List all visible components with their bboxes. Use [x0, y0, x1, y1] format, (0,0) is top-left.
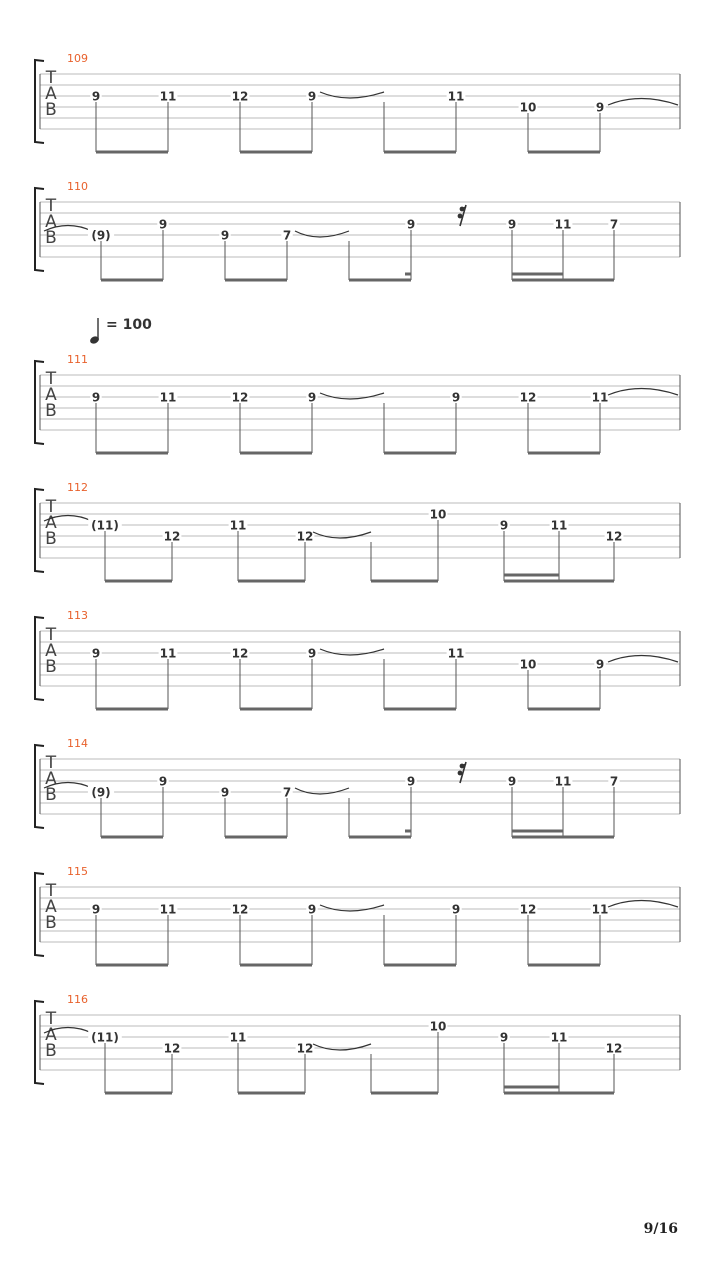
measure-number: 113	[67, 609, 88, 622]
tab-clef-letter: A	[45, 513, 57, 533]
measure-number: 116	[67, 993, 88, 1006]
fret-number: 7	[609, 774, 619, 789]
tab-clef-letter: B	[45, 1041, 57, 1061]
tie-arc	[608, 901, 678, 908]
fret-number: 12	[163, 529, 181, 544]
fret-number: 9	[158, 217, 168, 232]
tie-arc	[320, 649, 384, 655]
tab-system	[35, 481, 680, 581]
fret-number: 11	[159, 89, 177, 104]
tab-clef-letter: T	[45, 497, 57, 517]
fret-number: 12	[163, 1041, 181, 1056]
fret-number: 12	[519, 390, 537, 405]
fret-number: 9	[91, 390, 101, 405]
tie-arc	[313, 1044, 371, 1050]
fret-number: 12	[605, 1041, 623, 1056]
fret-number: 11	[229, 1030, 247, 1045]
measure-number: 109	[67, 52, 88, 65]
fret-number: 12	[296, 1041, 314, 1056]
fret-number: 11	[554, 217, 572, 232]
tab-clef-letter: B	[45, 228, 57, 248]
fret-number: 10	[519, 657, 537, 672]
fret-number: 11	[550, 1030, 568, 1045]
tab-clef-letter: A	[45, 84, 57, 104]
measure-number: 114	[67, 737, 88, 750]
fret-number: 12	[231, 646, 249, 661]
tab-clef-letter: T	[45, 196, 57, 216]
tab-clef-letter: B	[45, 657, 57, 677]
fret-number: 9	[507, 217, 517, 232]
fret-number: 9	[507, 774, 517, 789]
fret-number: 12	[231, 902, 249, 917]
fret-number: 11	[447, 89, 465, 104]
fret-number: 7	[609, 217, 619, 232]
tie-arc	[608, 99, 678, 106]
measure-number: 112	[67, 481, 88, 494]
tab-clef-letter: A	[45, 641, 57, 661]
fret-number: 9	[220, 228, 230, 243]
fret-number: 9	[307, 902, 317, 917]
fret-number: 12	[605, 529, 623, 544]
tie-arc	[608, 389, 678, 396]
fret-number: 9	[158, 774, 168, 789]
fret-number: 11	[447, 646, 465, 661]
tab-system	[35, 52, 680, 152]
tie-arc	[313, 532, 371, 538]
fret-number: 11	[159, 902, 177, 917]
tab-clef-letter: T	[45, 881, 57, 901]
fret-number: 12	[231, 390, 249, 405]
measure-number: 111	[67, 353, 88, 366]
tempo-text: = 100	[106, 317, 152, 333]
fret-number: 7	[282, 228, 292, 243]
fret-number: 11	[554, 774, 572, 789]
tie-arc	[320, 393, 384, 399]
fret-number: 9	[307, 89, 317, 104]
measure-number: 115	[67, 865, 88, 878]
tab-system	[35, 865, 680, 965]
tab-system	[35, 353, 680, 453]
fret-number: 9	[220, 785, 230, 800]
fret-number: 9	[499, 518, 509, 533]
tie-arc	[320, 92, 384, 98]
fret-number: 11	[159, 390, 177, 405]
fret-number: 9	[91, 89, 101, 104]
tab-clef-letter: B	[45, 401, 57, 421]
tab-clef-letter: B	[45, 529, 57, 549]
sixteenth-rest-icon	[458, 205, 466, 226]
fret-number: 9	[91, 902, 101, 917]
fret-number: 9	[307, 646, 317, 661]
tab-clef-letter: B	[45, 785, 57, 805]
fret-number: 9	[595, 100, 605, 115]
measure-number: 110	[67, 180, 88, 193]
tie-arc	[608, 656, 678, 663]
sixteenth-rest-icon	[458, 762, 466, 783]
fret-number: 9	[451, 902, 461, 917]
fret-number: 10	[429, 1019, 447, 1034]
fret-number: (11)	[91, 518, 119, 533]
tab-system	[35, 609, 680, 709]
fret-number: 11	[550, 518, 568, 533]
tab-clef-letter: A	[45, 769, 57, 789]
tab-clef-letter: T	[45, 753, 57, 773]
fret-number: 12	[231, 89, 249, 104]
tab-clef-letter: B	[45, 913, 57, 933]
tab-clef-letter: T	[45, 625, 57, 645]
tab-clef-letter: B	[45, 100, 57, 120]
fret-number: 10	[429, 507, 447, 522]
fret-number: 11	[591, 902, 609, 917]
tab-clef-letter: A	[45, 897, 57, 917]
quarter-note-icon	[86, 314, 104, 346]
tab-system	[35, 993, 680, 1093]
tie-arc	[295, 231, 349, 237]
tempo-marking	[86, 314, 166, 348]
tab-clef-letter: T	[45, 1009, 57, 1029]
fret-number: (11)	[91, 1030, 119, 1045]
fret-number: 9	[307, 390, 317, 405]
fret-number: 12	[296, 529, 314, 544]
tab-system	[35, 180, 680, 280]
fret-number: 11	[159, 646, 177, 661]
fret-number: 12	[519, 902, 537, 917]
fret-number: 9	[451, 390, 461, 405]
tab-clef-letter: T	[45, 369, 57, 389]
tab-clef-letter: A	[45, 385, 57, 405]
tab-system	[35, 737, 680, 837]
tie-arc	[320, 905, 384, 911]
fret-number: 7	[282, 785, 292, 800]
fret-number: 9	[406, 774, 416, 789]
tab-clef-letter: A	[45, 1025, 57, 1045]
tab-clef-letter: T	[45, 68, 57, 88]
fret-number: 9	[406, 217, 416, 232]
tab-clef-letter: A	[45, 212, 57, 232]
tie-arc	[295, 788, 349, 794]
fret-number: 10	[519, 100, 537, 115]
fret-number: 9	[499, 1030, 509, 1045]
fret-number: 9	[91, 646, 101, 661]
fret-number: 9	[595, 657, 605, 672]
fret-number: (9)	[91, 228, 111, 243]
fret-number: 11	[229, 518, 247, 533]
fret-number: (9)	[91, 785, 111, 800]
page-number: 9/16	[643, 1221, 678, 1237]
fret-number: 11	[591, 390, 609, 405]
